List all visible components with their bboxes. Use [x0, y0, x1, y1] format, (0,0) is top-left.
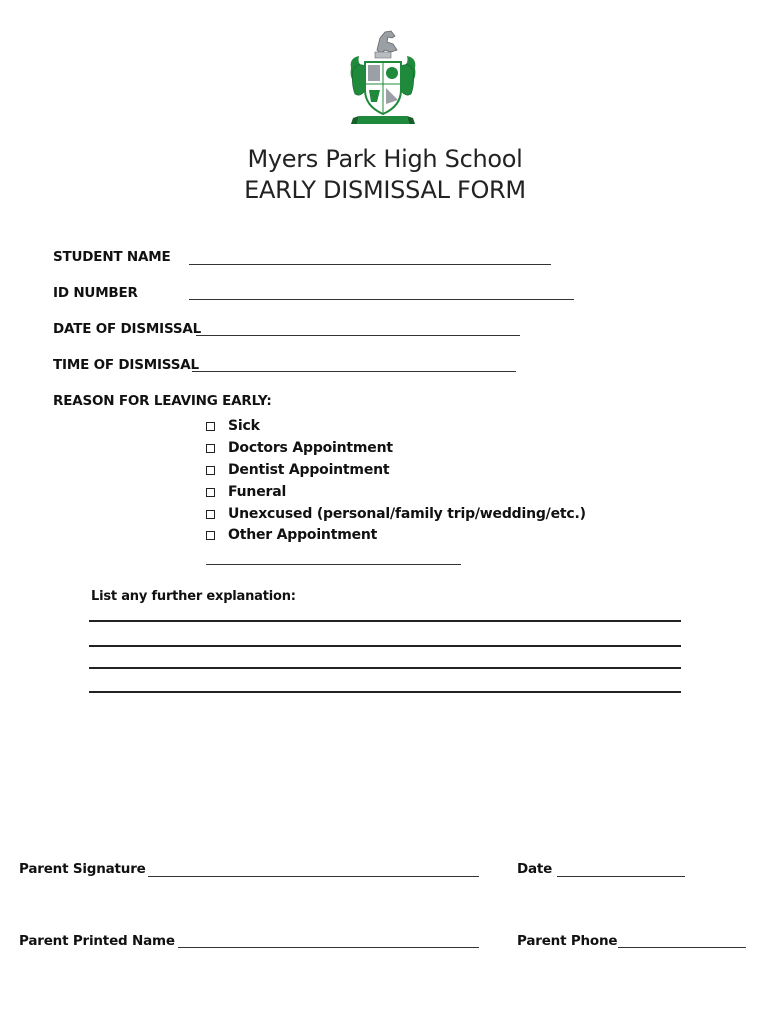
time-of-dismissal-label: TIME OF DISMISSAL	[53, 357, 199, 373]
time-of-dismissal-field[interactable]	[192, 371, 516, 372]
reason-option-other[interactable]	[206, 527, 377, 543]
explanation-line-1[interactable]	[89, 620, 681, 622]
id-number-field[interactable]	[189, 299, 574, 300]
form-title: EARLY DISMISSAL FORM	[244, 176, 526, 204]
checkbox[interactable]	[206, 531, 215, 540]
reason-label: Other Appointment	[228, 527, 378, 543]
date-field[interactable]	[557, 876, 685, 877]
explanation-label: List any further explanation:	[91, 589, 296, 604]
page-title: Myers Park High School	[247, 145, 523, 173]
parent-printed-name-field[interactable]	[178, 947, 479, 948]
checkbox[interactable]	[206, 466, 215, 475]
reason-label: Doctors Appointment	[228, 440, 393, 456]
date-of-dismissal-field[interactable]	[196, 335, 520, 336]
checkbox[interactable]	[206, 422, 215, 431]
explanation-line-2[interactable]	[89, 645, 681, 647]
date-of-dismissal-label: DATE OF DISMISSAL	[53, 321, 202, 337]
id-number-label: ID NUMBER	[53, 285, 138, 301]
school-crest-icon	[347, 28, 419, 132]
explanation-line-4[interactable]	[89, 691, 681, 693]
reason-option-doctors[interactable]	[206, 440, 393, 456]
parent-phone-field[interactable]	[618, 947, 746, 948]
reason-label: Funeral	[228, 484, 287, 500]
date-label: Date	[517, 861, 553, 877]
explanation-line-3[interactable]	[89, 667, 681, 669]
parent-printed-name-label: Parent Printed Name	[19, 933, 175, 949]
other-appointment-field[interactable]	[206, 564, 461, 565]
reason-label: Unexcused (personal/family trip/wedding/etc.)	[228, 506, 586, 522]
reason-label: Sick	[228, 418, 260, 434]
checkbox[interactable]	[206, 488, 215, 497]
reason-option-unexcused[interactable]	[206, 506, 586, 522]
reason-option-funeral[interactable]	[206, 484, 286, 500]
parent-phone-label: Parent Phone	[517, 933, 618, 949]
reason-option-sick[interactable]	[206, 418, 260, 434]
checkbox[interactable]	[206, 444, 215, 453]
parent-signature-field[interactable]	[148, 876, 479, 877]
student-name-label: STUDENT NAME	[53, 249, 171, 265]
checkbox[interactable]	[206, 510, 215, 519]
reason-label: Dentist Appointment	[228, 462, 390, 478]
parent-signature-label: Parent Signature	[19, 861, 146, 877]
reason-option-dentist[interactable]	[206, 462, 389, 478]
student-name-field[interactable]	[189, 264, 551, 265]
reason-heading: REASON FOR LEAVING EARLY:	[53, 393, 272, 409]
